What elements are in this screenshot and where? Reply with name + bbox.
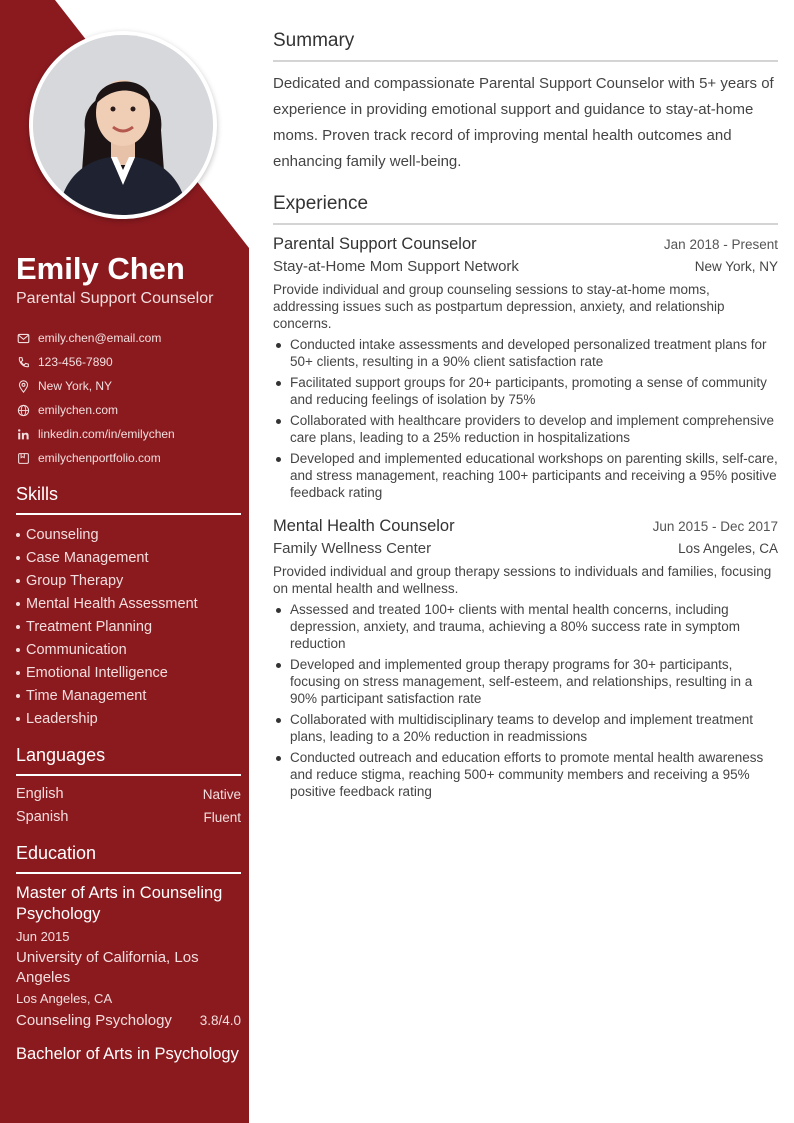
job-date: Jun 2015 - Dec 2017 bbox=[652, 519, 778, 534]
skill-item: Emotional Intelligence bbox=[16, 662, 241, 685]
skill-item: Counseling bbox=[16, 524, 241, 547]
skill-item: Time Management bbox=[16, 685, 241, 708]
job-bullet: Conducted intake assessments and developed personalized treatment plans for 50+ clients, resulting in a 90% client satisfaction rate bbox=[273, 336, 778, 370]
job-bullet: Collaborated with healthcare providers to develop and implement comprehensive care plans, leading to a 25% reduction in hospitalizations bbox=[273, 412, 778, 446]
job-company: Family Wellness Center bbox=[273, 540, 432, 557]
education-degree: Master of Arts in Counseling Psychology bbox=[16, 884, 223, 923]
portfolio-icon bbox=[16, 451, 30, 465]
summary-text: Dedicated and compassionate Parental Support Counselor with 5+ years of experience in providing emotional support and guidance to stay-at-home moms. Proven track record of improving mental health outcomes and enhancing family well-being. bbox=[273, 75, 774, 170]
contact-location-text: New York, NY bbox=[38, 379, 113, 393]
contact-linkedin[interactable] bbox=[16, 422, 241, 446]
education-gpa: 3.8/4.0 bbox=[199, 1013, 241, 1028]
skill-item: Case Management bbox=[16, 547, 241, 570]
job-bullets bbox=[273, 601, 778, 800]
candidate-name: Emily Chen bbox=[16, 251, 185, 286]
contact-phone-text: 123-456-7890 bbox=[38, 355, 113, 369]
education-field-row bbox=[16, 1010, 241, 1032]
contact-website[interactable] bbox=[16, 398, 241, 422]
language-level: Native bbox=[202, 787, 241, 802]
education-field: Counseling Psychology bbox=[16, 1012, 172, 1029]
education-title: Education bbox=[16, 843, 241, 874]
education-school: University of California, Los Angeles bbox=[16, 949, 199, 986]
languages-title: Languages bbox=[16, 745, 241, 776]
skill-item: Communication bbox=[16, 639, 241, 662]
experience-title: Experience bbox=[273, 193, 778, 225]
contact-location bbox=[16, 374, 241, 398]
job-company: Stay-at-Home Mom Support Network bbox=[273, 258, 519, 275]
education-item bbox=[16, 883, 241, 1032]
skill-item: Mental Health Assessment bbox=[16, 593, 241, 616]
skill-item: Group Therapy bbox=[16, 570, 241, 593]
job-bullet: Assessed and treated 100+ clients with mental health concerns, including depression, anxiety, and trauma, achieving a 80% success rate in symptom reduction bbox=[273, 601, 778, 652]
job-description: Provided individual and group therapy sessions to individuals and families, focusing on mental health and wellness. bbox=[273, 564, 772, 596]
job-bullets bbox=[273, 336, 778, 501]
job-date: Jan 2018 - Present bbox=[663, 237, 778, 252]
candidate-role: Parental Support Counselor bbox=[16, 290, 214, 307]
contact-portfolio[interactable] bbox=[16, 446, 241, 470]
sidebar-content bbox=[16, 250, 241, 1065]
skill-item: Treatment Planning bbox=[16, 616, 241, 639]
contact-email-text: emily.chen@email.com bbox=[38, 331, 162, 345]
contact-portfolio-text: emilychenportfolio.com bbox=[38, 451, 161, 465]
education-location: Los Angeles, CA bbox=[16, 991, 113, 1006]
job-entry bbox=[273, 515, 778, 800]
job-location: New York, NY bbox=[694, 259, 778, 274]
skills-list bbox=[16, 524, 241, 731]
contact-email[interactable] bbox=[16, 326, 241, 350]
education-item bbox=[16, 1044, 241, 1065]
globe-icon bbox=[16, 403, 30, 417]
job-bullet: Facilitated support groups for 20+ participants, promoting a sense of community and reducing feelings of isolation by 75% bbox=[273, 374, 778, 408]
job-title: Parental Support Counselor bbox=[273, 235, 477, 253]
language-item bbox=[16, 783, 241, 806]
avatar-illustration bbox=[33, 35, 213, 215]
summary-title: Summary bbox=[273, 30, 778, 62]
main-content bbox=[273, 30, 778, 804]
language-level: Fluent bbox=[203, 810, 241, 825]
contact-linkedin-text: linkedin.com/in/emilychen bbox=[38, 427, 175, 441]
contact-phone[interactable] bbox=[16, 350, 241, 374]
job-bullet: Developed and implemented group therapy programs for 30+ participants, focusing on stress management, self-esteem, and relationships, resulting in a 90% participant satisfaction rate bbox=[273, 656, 778, 707]
skill-item: Leadership bbox=[16, 708, 241, 731]
contact-website-text: emilychen.com bbox=[38, 403, 119, 417]
contact-list bbox=[16, 326, 241, 470]
profile-photo bbox=[29, 31, 217, 219]
location-icon bbox=[16, 379, 30, 393]
education-degree: Bachelor of Arts in Psychology bbox=[16, 1045, 239, 1063]
job-bullet: Developed and implemented educational workshops on parenting skills, self-care, and stress management, reaching 100+ participants and receiving a 95% positive feedback rating bbox=[273, 450, 778, 501]
language-name: English bbox=[16, 786, 64, 802]
language-item bbox=[16, 806, 241, 829]
language-name: Spanish bbox=[16, 809, 69, 825]
linkedin-icon bbox=[16, 427, 30, 441]
job-location: Los Angeles, CA bbox=[678, 541, 778, 556]
skills-title: Skills bbox=[16, 484, 241, 515]
job-description: Provide individual and group counseling sessions to stay-at-home moms, addressing issues such as postpartum depression, anxiety, and relationship concerns. bbox=[273, 282, 725, 331]
job-title: Mental Health Counselor bbox=[273, 517, 455, 535]
email-icon bbox=[16, 331, 30, 345]
job-bullet: Collaborated with multidisciplinary teams to develop and implement treatment plans, leading to a 20% reduction in readmissions bbox=[273, 711, 778, 745]
job-entry bbox=[273, 233, 778, 501]
phone-icon bbox=[16, 355, 30, 369]
job-bullet: Conducted outreach and education efforts to promote mental health awareness and reduce stigma, reaching 500+ community members and receiving a 95% positive feedback rating bbox=[273, 749, 778, 800]
languages-list bbox=[16, 783, 241, 829]
education-date: Jun 2015 bbox=[16, 929, 70, 944]
